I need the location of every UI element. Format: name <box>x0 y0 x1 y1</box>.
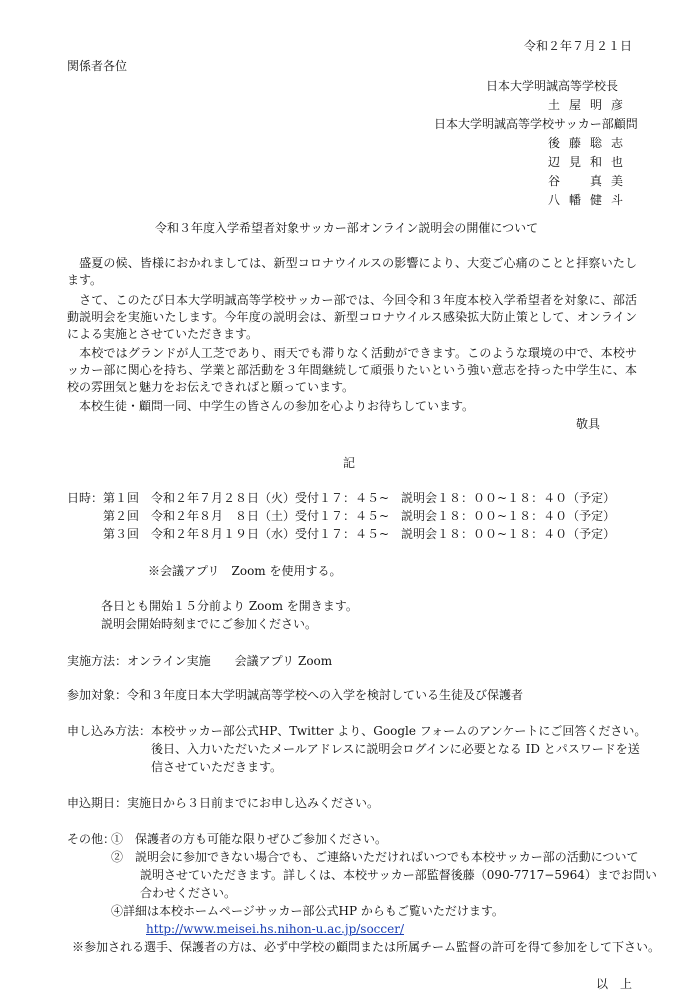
body-paragraph: 本校ではグランドが人工芝であり、雨天でも滞りなく活動ができます。このような環境の中で、本校サッカー部に関心を持ち、学業と部活動を３年間継続して頑張りたいという強い意志を持った中学生に、本校の雰囲気と魅力をお伝えできればと願っています。 <box>67 346 637 394</box>
open-line: 各日とも開始１５分前より Zoom を開きます。 <box>101 599 358 613</box>
sender-advisor-2: 辺見和也 <box>548 155 633 169</box>
body-paragraph: 盛夏の候、皆様におかれましては、新型コロナウイルスの影響により、大変ご心痛のことと拝察いたします。 <box>67 256 637 287</box>
zoom-note: ※会議アプリ Zoom を使用する。 <box>148 564 342 578</box>
sender-advisor-4: 八幡健斗 <box>548 193 633 207</box>
ki-heading: 記 <box>343 456 356 470</box>
addressee: 関係者各位 <box>67 59 128 73</box>
schedule-label: 日時： <box>67 491 104 505</box>
end-mark: 以 上 <box>595 977 632 991</box>
body-paragraph: 本校生徒・顧問一同、中学生の皆さんの参加を心よりお待ちしています。 <box>67 399 475 413</box>
method-line: 実施方法：オンライン実施 会議アプリ Zoom <box>67 654 333 668</box>
other-item: ④詳細は本校ホームページサッカー部公式HP からもご覧いただけます。 <box>111 904 504 918</box>
application-line: 信させていただきます。 <box>151 760 283 774</box>
schedule-row: 第３回 令和２年８月１９日（水）受付１７：４５~ 説明会１８：００~１８：４０（予定） <box>103 527 616 541</box>
other-item: 合わせください。 <box>140 886 237 900</box>
sender-principal: 土屋明彦 <box>548 98 633 112</box>
sender-advisor-3: 谷 真美 <box>548 174 633 188</box>
application-line: 後日、入力いただいたメールアドレスに説明会ログインに必要となる ID とパスワードを送 <box>151 742 640 756</box>
document-date: 令和２年７月２１日 <box>523 39 632 53</box>
document-title: 令和３年度入学希望者対象サッカー部オンライン説明会の開催について <box>155 221 539 235</box>
application-line: 本校サッカー部公式HP、Twitter より、Google フォームのアンケートにご回答ください。 <box>151 724 647 738</box>
sender-school: 日本大学明誠高等学校長 <box>486 79 619 93</box>
deadline-line: 申込期日：実施日から３日前までにお申し込みください。 <box>67 796 380 810</box>
other-label: その他： <box>67 832 116 846</box>
application-label: 申し込み方法： <box>67 724 152 738</box>
body-paragraph: さて、このたび日本大学明誠高等学校サッカー部では、今回令和３年度本校入学希望者を対象に、部活動説明会を実施いたします。今年度の説明会は、新型コロナウイルス感染拡大防止策として、オンラインによる実施とさせていただきます。 <box>67 293 637 341</box>
soccer-club-url-link[interactable]: http://www.meisei.hs.nihon-u.ac.jp/soccer/ <box>146 922 405 936</box>
open-line: 説明会開始時刻までにご参加ください。 <box>101 617 318 631</box>
caution-note: ※参加される選手、保護者の方は、必ず中学校の顧問または所属チーム監督の許可を得て参加をして下さい。 <box>72 940 661 954</box>
target-line: 参加対象：令和３年度日本大学明誠高等学校への入学を検討している生徒及び保護者 <box>67 688 524 702</box>
closing-keigu: 敬具 <box>575 417 600 431</box>
schedule-row: 第１回 令和２年７月２８日（火）受付１７：４５~ 説明会１８：００~１８：４０（予定） <box>103 491 616 505</box>
other-item: ② 説明会に参加できない場合でも、ご連絡いただければいつでも本校サッカー部の活動について <box>111 850 639 864</box>
schedule-row: 第２回 令和２年８月 ８日（土）受付１７：４５~ 説明会１８：００~１８：４０（予定） <box>103 509 616 523</box>
sender-advisor-1: 後藤聡志 <box>548 136 633 150</box>
other-item: ① 保護者の方も可能な限りぜひご参加ください。 <box>111 832 388 846</box>
sender-club: 日本大学明誠高等学校サッカー部顧問 <box>434 117 638 131</box>
other-item: 説明させていただきます。詳しくは、本校サッカー部監督後藤（090-7717−5964）までお問い <box>140 868 657 882</box>
